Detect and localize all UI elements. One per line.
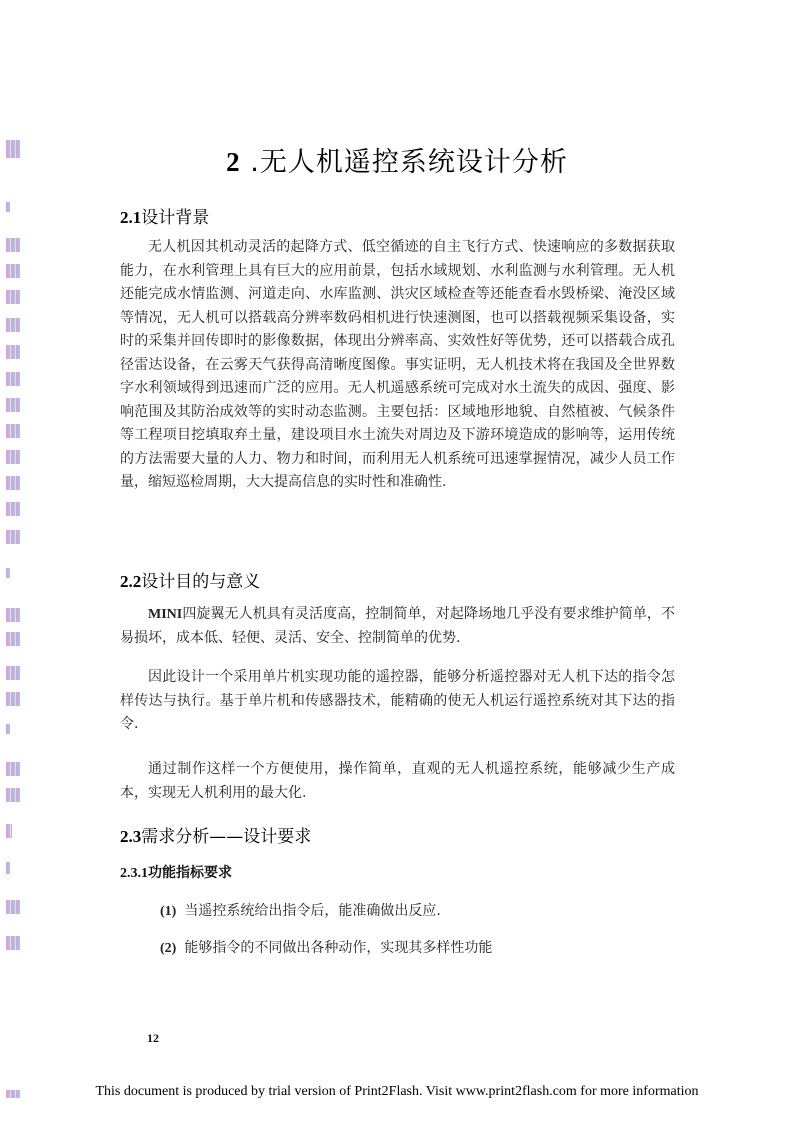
scan-margin-marks (2, 140, 24, 1100)
watermark-footer: This document is produced by trial version of Print2Flash. Visit www.print2flash.com for more information (95, 1084, 699, 1099)
requirement-text: 能够指令的不同做出各种动作，实现其多样性功能 (184, 940, 493, 956)
section-heading-2-2 (120, 567, 260, 592)
chapter-number: 2 (226, 147, 241, 177)
paragraph-purpose-text: 四旋翼无人机具有灵活度高，控制简单，对起降场地几乎没有要求维护简单，不易损坏，成本低、轻便、灵活、安全、控制简单的优势. (120, 606, 675, 646)
section-heading-2-3 (120, 822, 311, 847)
section-number: 2.1 (120, 208, 142, 227)
paragraph-benefit: 通过制作这样一个方便使用，操作简单，直观的无人机遥控系统，能够减少生产成本，实现无人机利用的最大化. (120, 761, 675, 801)
subsection-heading-2-3-1: 2.3.1功能指标要求 (120, 866, 232, 881)
paragraph-bold-term: MINI (148, 607, 183, 622)
paragraph-purpose (120, 603, 675, 650)
page-number: 12 (147, 1031, 159, 1045)
requirement-number: (2) (160, 941, 177, 956)
section-title: 设计背景 (141, 208, 210, 228)
requirement-text: 当遥控系统给出指令后，能准确做出反应. (184, 903, 441, 919)
requirement-item-1 (160, 900, 441, 920)
section-title: 需求分析——设计要求 (141, 827, 312, 847)
section-number: 2.2 (120, 572, 142, 591)
paragraph-background: 无人机因其机动灵活的起降方式、低空循迹的自主飞行方式、快速响应的多数据获取能力，在水利管理上具有巨大的应用前景，包括水域规划、水利监测与水利管理。无人机还能完成水情监测、河道走向、水库监测、洪灾区域检查等还能查看水毁桥梁、淹没区域等情况，无人机可以搭载高分辨率数码相机进行快速测图，也可以搭载视频采集设备，实时的采集并回传即时的影像数据，体现出分辨率高、实效性好等优势，还可以搭载合成孔径雷达设备，在云雾天气获得高清晰度图像。事实证明，无人机技术将在我国及全世界数字水利领域得到迅速而广泛的应用。无人机遥感系统可完成对水土流失的成因、强度、影响范围及其防治成效等的实时动态监测。主要包括：区域地形地貌、自然植被、气候条件等工程项目挖填取弃土量，建设项目水土流失对周边及下游环境造成的影响等，运用传统的方法需要大量的人力、物力和时间，而利用无人机系统可迅速掌握情况，减少人员工作量，缩短巡检周期，大大提高信息的实时性和准确性. (120, 239, 675, 490)
chapter-title-text: .无人机遥控系统设计分析 (250, 147, 568, 178)
paragraph-design: 因此设计一个采用单片机实现功能的遥控器，能够分析遥控器对无人机下达的指令怎样传达与执行。基于单片机和传感器技术，能精确的使无人机运行遥控系统对其下达的指令. (120, 669, 675, 732)
section-number: 2.3 (120, 827, 142, 846)
chapter-title (0, 140, 794, 179)
requirement-number: (1) (160, 904, 177, 919)
section-title: 设计目的与意义 (141, 572, 261, 592)
section-heading-2-1 (120, 203, 209, 228)
requirement-item-2 (160, 937, 492, 957)
